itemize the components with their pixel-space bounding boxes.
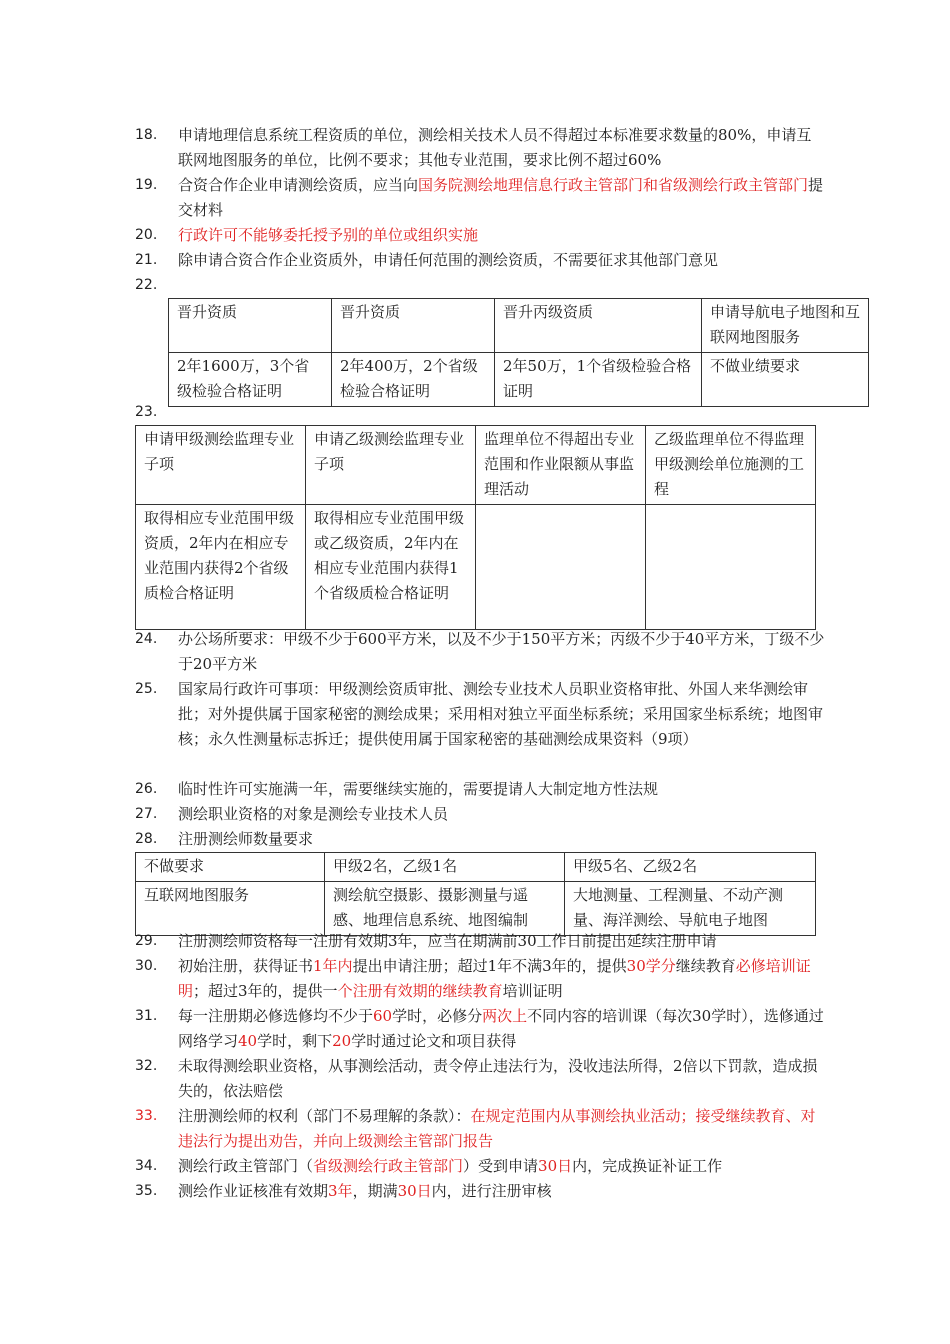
item-text	[178, 173, 825, 223]
text-segment: 注册测绘师的权利（部门不易理解的条款）：	[178, 1107, 471, 1125]
item-number: 30.	[135, 958, 158, 974]
item-text	[178, 1154, 825, 1179]
table-23	[135, 425, 816, 630]
table-cell: 申请导航电子地图和互联网地图服务	[702, 299, 869, 353]
item-number: 19.	[135, 177, 158, 193]
text-segment: 继续教育	[675, 957, 736, 975]
list-item-35	[135, 1179, 825, 1204]
text-segment: 合资合作企业申请测绘资质，应当向	[178, 176, 419, 194]
list-item-31	[135, 1004, 825, 1054]
table-row	[169, 353, 869, 407]
list-item-21	[135, 248, 825, 273]
table-cell: 2年1600万，3个省级检验合格证明	[169, 353, 332, 407]
text-segment: 提交材料	[178, 176, 824, 219]
table-row	[136, 882, 816, 936]
table-cell: 甲级5名、乙级2名	[565, 853, 816, 882]
table-cell: 申请乙级测绘监理专业子项	[306, 426, 476, 505]
list-item-30	[135, 954, 825, 1004]
highlighted-text: 国务院测绘地理信息行政主管部门和省级测绘行政主管部门	[418, 176, 809, 194]
table-row	[136, 426, 816, 505]
text-segment: 学时，剩下	[257, 1032, 333, 1050]
text-segment: 测绘行政主管部门（	[178, 1157, 314, 1175]
list-item-34	[135, 1154, 825, 1179]
table-28	[135, 852, 816, 936]
item-number: 26.	[135, 781, 158, 797]
item-text	[178, 1179, 825, 1204]
item-number: 20.	[135, 227, 158, 243]
item-number: 22.	[135, 277, 158, 293]
highlighted-text: 30日	[397, 1182, 432, 1200]
table-cell: 互联网地图服务	[136, 882, 325, 936]
table-cell	[646, 505, 816, 630]
text-segment: 不同内容的培训课（每次30学时），选修通过网络学习	[178, 1007, 824, 1050]
item-text: 测绘职业资格的对象是测绘专业技术人员	[178, 805, 449, 823]
list-item-29	[135, 929, 825, 954]
table-cell: 监理单位不得超出专业范围和作业限额从事监理活动	[476, 426, 646, 505]
highlighted-text: 在规定范围内从事测绘执业活动；接受继续教育、对违法行为提出劝告，并向上级测绘主管部门报告	[178, 1107, 816, 1150]
list-item-19	[135, 173, 825, 223]
text-segment: ，期满	[352, 1182, 398, 1200]
text-segment: ）受到申请	[463, 1157, 539, 1175]
table-cell: 晋升资质	[332, 299, 495, 353]
item-text: 临时性许可实施满一年，需要继续实施的，需要提请人大制定地方性法规	[178, 780, 659, 798]
table-cell: 晋升丙级资质	[495, 299, 702, 353]
table-row	[136, 853, 816, 882]
text-segment: ；超过3年的，提供一	[193, 982, 338, 1000]
list-item-28	[135, 827, 825, 852]
item-number: 23.	[135, 404, 158, 420]
item-number: 25.	[135, 681, 158, 697]
table-cell: 不做要求	[136, 853, 325, 882]
list-item-24	[135, 627, 825, 677]
highlighted-text: 30学分	[626, 957, 676, 975]
text-segment: 学时，必修分	[392, 1007, 483, 1025]
highlighted-text: 1年内	[313, 957, 353, 975]
table-cell: 乙级监理单位不得监理甲级测绘单位施测的工程	[646, 426, 816, 505]
item-text: 办公场所要求：甲级不少于600平方米，以及不少于150平方米；丙级不少于40平方米，丁级不少于20平方米	[178, 630, 825, 673]
item-number: 18.	[135, 127, 158, 143]
highlighted-text: 30日	[538, 1157, 573, 1175]
item-text: 注册测绘师数量要求	[178, 830, 314, 848]
table-cell: 测绘航空摄影、摄影测量与遥感、地理信息系统、地图编制	[325, 882, 565, 936]
table-cell: 大地测量、工程测量、不动产测量、海洋测绘、导航电子地图	[565, 882, 816, 936]
table-cell: 取得相应专业范围甲级资质，2年内在相应专业范围内获得2个省级质检合格证明	[136, 505, 306, 630]
item-text: 注册测绘师资格每一注册有效期3年，应当在期满前30工作日前提出延续注册申请	[178, 932, 717, 950]
item-text	[178, 954, 825, 1004]
item-text: 国家局行政许可事项：甲级测绘资质审批、测绘专业技术人员职业资格审批、外国人来华测绘审批；对外提供属于国家秘密的测绘成果；采用相对独立平面坐标系统；采用国家坐标系统；地图审核；永久性测量标志拆迁；提供使用属于国家秘密的基础测绘成果资料（9项）	[178, 680, 824, 748]
item-number: 33.	[135, 1108, 158, 1124]
list-item-26	[135, 777, 825, 802]
table-cell	[476, 505, 646, 630]
text-segment: 内，完成换证补证工作	[572, 1157, 723, 1175]
highlighted-text: 60	[373, 1007, 393, 1025]
item-text: 除申请合资合作企业资质外，申请任何范围的测绘资质，不需要征求其他部门意见	[178, 251, 719, 269]
item-number: 21.	[135, 252, 158, 268]
text-segment: 初始注册，获得证书	[178, 957, 314, 975]
list-item-25	[135, 677, 825, 752]
highlighted-text: 20	[332, 1032, 352, 1050]
item-number: 24.	[135, 631, 158, 647]
item-number: 29.	[135, 933, 158, 949]
list-item-18	[135, 123, 825, 173]
text-segment: 培训证明	[502, 982, 563, 1000]
item-number: 27.	[135, 806, 158, 822]
item-number: 34.	[135, 1158, 158, 1174]
table-22	[168, 298, 869, 407]
item-number: 35.	[135, 1183, 158, 1199]
item-number: 32.	[135, 1058, 158, 1074]
table-cell: 不做业绩要求	[702, 353, 869, 407]
table-cell: 取得相应专业范围甲级或乙级资质，2年内在相应专业范围内获得1个省级质检合格证明	[306, 505, 476, 630]
text-segment: 提出申请注册；超过1年不满3年的，提供	[352, 957, 627, 975]
list-item-32	[135, 1054, 825, 1104]
text-segment: 内，进行注册审核	[431, 1182, 552, 1200]
item-number: 28.	[135, 831, 158, 847]
list-item-22	[135, 273, 825, 298]
text-segment: 每一注册期必修选修均不少于	[178, 1007, 374, 1025]
table-cell: 甲级2名，乙级1名	[325, 853, 565, 882]
item-number: 31.	[135, 1008, 158, 1024]
text-segment: 测绘作业证核准有效期	[178, 1182, 329, 1200]
item-text	[178, 1004, 825, 1054]
list-item-20	[135, 223, 825, 248]
highlighted-text: 必修培训证明	[178, 957, 811, 1000]
table-cell: 2年400万，2个省级检验合格证明	[332, 353, 495, 407]
list-item-27	[135, 802, 825, 827]
highlighted-text: 两次上	[482, 1007, 528, 1025]
item-text: 行政许可不能够委托授予别的单位或组织实施	[178, 226, 479, 244]
text-segment: 学时通过论文和项目获得	[351, 1032, 517, 1050]
highlighted-text: 个注册有效期的继续教育	[337, 982, 503, 1000]
item-text: 申请地理信息系统工程资质的单位，测绘相关技术人员不得超过本标准要求数量的80%，申请互联网地图服务的单位，比例不要求；其他专业范围，要求比例不超过60%	[178, 126, 812, 169]
item-text: 未取得测绘职业资格，从事测绘活动，责令停止违法行为，没收违法所得，2倍以下罚款，造成损失的，依法赔偿	[178, 1057, 818, 1100]
table-cell: 申请甲级测绘监理专业子项	[136, 426, 306, 505]
table-row	[136, 505, 816, 630]
highlighted-text: 3年	[328, 1182, 353, 1200]
table-cell: 2年50万，1个省级检验合格证明	[495, 353, 702, 407]
highlighted-text: 40	[238, 1032, 258, 1050]
highlighted-text: 省级测绘行政主管部门	[313, 1157, 464, 1175]
item-text	[178, 1104, 825, 1154]
list-item-23	[135, 400, 825, 425]
table-cell: 晋升资质	[169, 299, 332, 353]
table-row	[169, 299, 869, 353]
list-item-33	[135, 1104, 825, 1154]
